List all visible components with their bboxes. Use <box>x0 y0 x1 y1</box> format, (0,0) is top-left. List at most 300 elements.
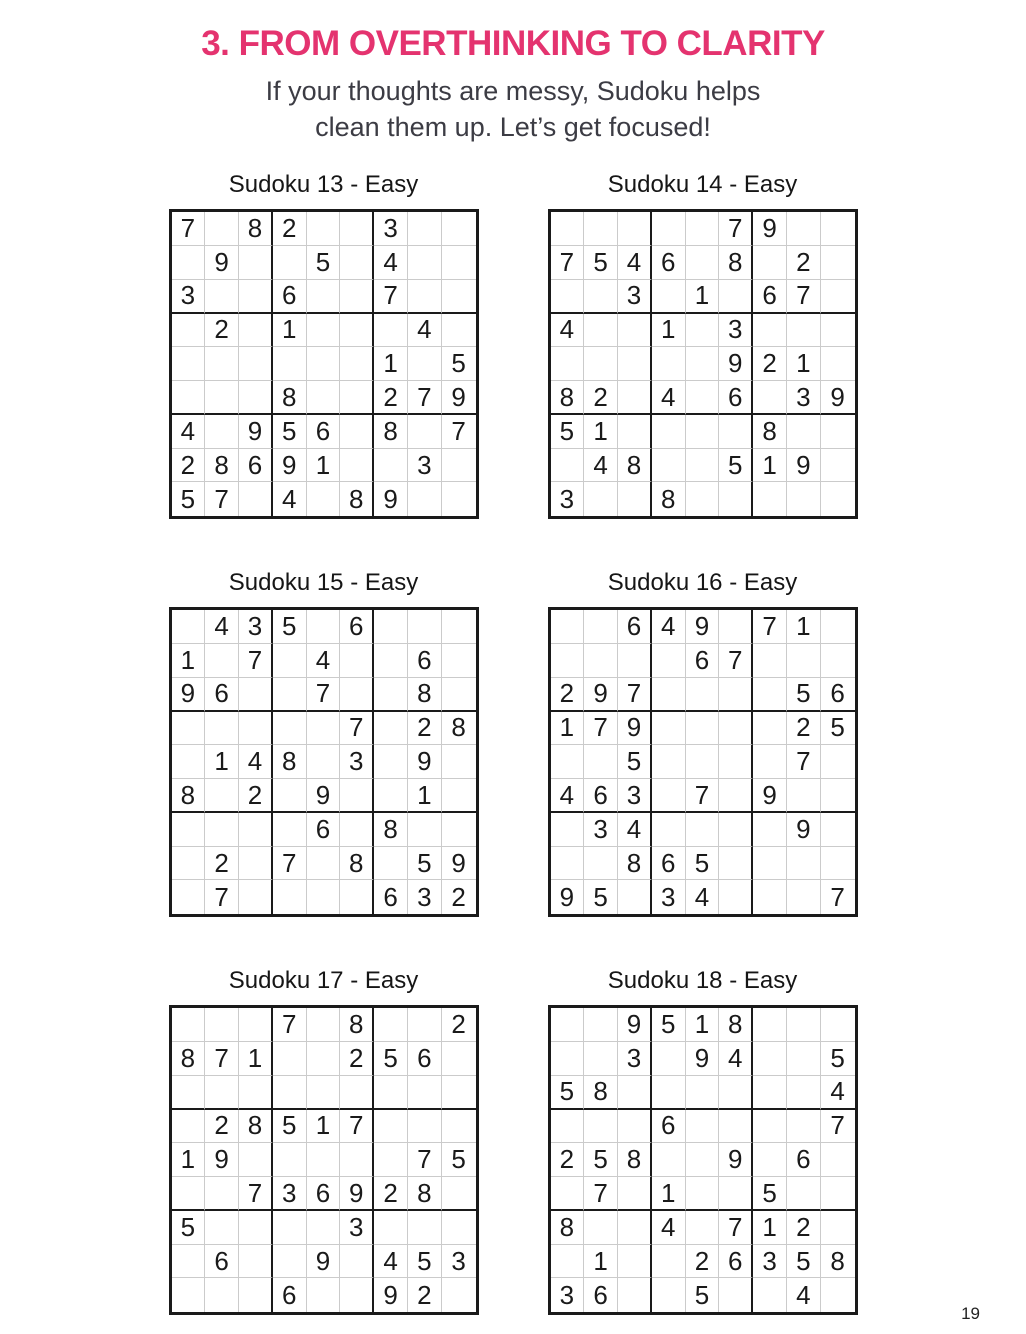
sudoku-cell: 2 <box>408 1278 442 1312</box>
sudoku-cell <box>652 745 686 779</box>
sudoku-cell <box>618 644 652 678</box>
sudoku-cell: 9 <box>618 1008 652 1042</box>
sudoku-cell: 8 <box>821 1245 855 1279</box>
sudoku-cell <box>273 246 307 280</box>
sudoku-cell <box>719 482 753 516</box>
sudoku-cell <box>618 314 652 348</box>
sudoku-cell <box>551 813 585 847</box>
sudoku-cell: 7 <box>340 712 374 746</box>
puzzle-title: Sudoku 14 - Easy <box>607 171 798 199</box>
sudoku-cell: 7 <box>307 678 341 712</box>
sudoku-cell: 1 <box>787 610 821 644</box>
sudoku-cell <box>652 280 686 314</box>
sudoku-cell: 3 <box>340 745 374 779</box>
sudoku-cell: 8 <box>408 1177 442 1211</box>
sudoku-cell <box>205 381 239 415</box>
sudoku-cell: 3 <box>442 1245 476 1279</box>
sudoku-cell: 5 <box>787 1245 821 1279</box>
sudoku-cell <box>686 1211 720 1245</box>
sudoku-cell <box>172 381 206 415</box>
sudoku-cell: 3 <box>719 314 753 348</box>
sudoku-cell: 7 <box>205 880 239 914</box>
sudoku-cell <box>821 246 855 280</box>
sudoku-cell <box>442 813 476 847</box>
subtitle-line-2: clean them up. Let’s get focused! <box>315 111 711 142</box>
sudoku-cell: 2 <box>408 712 442 746</box>
sudoku-cell <box>551 644 585 678</box>
sudoku-cell: 1 <box>753 449 787 483</box>
sudoku-cell: 1 <box>584 415 618 449</box>
sudoku-cell <box>584 314 618 348</box>
sudoku-cell <box>307 1211 341 1245</box>
sudoku-cell: 9 <box>442 847 476 881</box>
sudoku-cell <box>307 1143 341 1177</box>
sudoku-cell: 8 <box>340 847 374 881</box>
page-subtitle <box>0 74 1026 145</box>
sudoku-cell <box>374 1211 408 1245</box>
sudoku-cell: 7 <box>830 881 845 912</box>
sudoku-cell <box>618 1110 652 1144</box>
sudoku-cell: 7 <box>408 381 442 415</box>
sudoku-cell <box>239 314 273 348</box>
sudoku-cell <box>340 246 374 280</box>
sudoku-cell <box>719 678 753 712</box>
sudoku-cell: 7 <box>551 246 585 280</box>
sudoku-cell <box>172 610 206 644</box>
sudoku-cell <box>753 314 787 348</box>
sudoku-cell <box>719 880 753 914</box>
sudoku-cell: 1 <box>307 1110 341 1144</box>
sudoku-grid <box>548 1005 858 1315</box>
sudoku-cell <box>340 678 374 712</box>
sudoku-cell <box>551 1177 585 1211</box>
sudoku-cell: 1 <box>787 347 821 381</box>
sudoku-cell: 7 <box>719 212 753 246</box>
sudoku-cell: 4 <box>652 1211 686 1245</box>
sudoku-cell <box>408 813 442 847</box>
sudoku-cell <box>618 347 652 381</box>
sudoku-cell <box>307 212 341 246</box>
sudoku-cell <box>442 745 476 779</box>
sudoku-cell: 1 <box>172 1143 206 1177</box>
sudoku-cell: 4 <box>551 779 585 813</box>
sudoku-cell <box>686 449 720 483</box>
sudoku-cell: 7 <box>686 779 720 813</box>
sudoku-cell <box>442 1177 476 1211</box>
sudoku-cell <box>787 1042 821 1076</box>
sudoku-cell <box>719 813 753 847</box>
sudoku-cell <box>239 1076 273 1110</box>
sudoku-cell: 7 <box>787 280 821 314</box>
sudoku-cell <box>753 1042 787 1076</box>
sudoku-cell <box>307 1278 341 1312</box>
sudoku-cell <box>753 1143 787 1177</box>
sudoku-cell <box>753 745 787 779</box>
sudoku-cell: 2 <box>551 1143 585 1177</box>
sudoku-cell <box>307 381 341 415</box>
sudoku-cell <box>719 1278 753 1312</box>
sudoku-cell <box>686 314 720 348</box>
sudoku-cell: 8 <box>551 381 585 415</box>
sudoku-cell: 4 <box>307 644 341 678</box>
sudoku-cell: 8 <box>172 779 206 813</box>
sudoku-cell: 2 <box>787 1211 821 1245</box>
sudoku-cell: 8 <box>753 415 787 449</box>
sudoku-cell <box>408 1211 442 1245</box>
puzzle-title: Sudoku 16 - Easy <box>607 569 798 597</box>
sudoku-cell <box>584 1211 618 1245</box>
sudoku-cell: 5 <box>821 712 855 746</box>
sudoku-cell: 5 <box>686 847 720 881</box>
sudoku-cell <box>442 610 476 644</box>
sudoku-cell: 8 <box>273 381 307 415</box>
sudoku-cell: 6 <box>408 644 442 678</box>
sudoku-cell: 4 <box>408 314 442 348</box>
sudoku-cell <box>172 347 206 381</box>
sudoku-cell <box>821 415 855 449</box>
sudoku-cell: 7 <box>442 415 476 449</box>
sudoku-cell <box>686 1177 720 1211</box>
sudoku-cell: 2 <box>340 1042 374 1076</box>
sudoku-cell: 2 <box>442 1008 476 1042</box>
sudoku-cell: 9 <box>408 745 442 779</box>
sudoku-cell <box>442 1110 476 1144</box>
sudoku-cell: 9 <box>307 779 341 813</box>
sudoku-cell <box>340 779 374 813</box>
sudoku-cell: 6 <box>584 1278 618 1312</box>
sudoku-cell <box>686 712 720 746</box>
sudoku-cell <box>719 1076 753 1110</box>
sudoku-cell <box>374 1008 408 1042</box>
sudoku-cell: 8 <box>618 1143 652 1177</box>
sudoku-cell: 7 <box>719 1211 753 1245</box>
sudoku-cell <box>374 712 408 746</box>
sudoku-cell <box>442 1076 476 1110</box>
sudoku-cell <box>652 347 686 381</box>
sudoku-cell <box>787 1076 821 1110</box>
sudoku-cell: 5 <box>172 482 206 516</box>
sudoku-cell: 8 <box>442 712 476 746</box>
sudoku-cell <box>753 847 787 881</box>
sudoku-cell <box>239 847 273 881</box>
sudoku-cell: 7 <box>374 280 408 314</box>
sudoku-cell <box>172 847 206 881</box>
sudoku-cell: 8 <box>719 246 753 280</box>
sudoku-cell <box>442 280 476 314</box>
sudoku-cell <box>172 246 206 280</box>
sudoku-cell <box>584 644 618 678</box>
sudoku-cell <box>719 415 753 449</box>
sudoku-cell <box>408 280 442 314</box>
sudoku-cell <box>821 212 855 246</box>
sudoku-cell <box>753 1008 787 1042</box>
sudoku-cell <box>442 482 476 516</box>
sudoku-cell: 4 <box>551 314 585 348</box>
sudoku-cell: 9 <box>584 678 618 712</box>
sudoku-cell: 7 <box>172 212 206 246</box>
sudoku-cell: 6 <box>719 1245 753 1279</box>
sudoku-cell: 8 <box>618 449 652 483</box>
sudoku-cell: 7 <box>205 1042 239 1076</box>
sudoku-cell <box>172 314 206 348</box>
sudoku-cell: 9 <box>787 813 821 847</box>
sudoku-cell: 9 <box>686 1042 720 1076</box>
sudoku-cell: 3 <box>618 779 652 813</box>
sudoku-cell <box>442 779 476 813</box>
sudoku-cell <box>239 347 273 381</box>
sudoku-cell <box>652 1245 686 1279</box>
sudoku-cell: 6 <box>408 1042 442 1076</box>
sudoku-cell <box>442 644 476 678</box>
sudoku-cell <box>442 1042 476 1076</box>
sudoku-cell <box>686 1110 720 1144</box>
sudoku-cell: 4 <box>584 449 618 483</box>
sudoku-cell: 8 <box>205 449 239 483</box>
sudoku-cell <box>172 813 206 847</box>
sudoku-cell <box>652 678 686 712</box>
sudoku-cell: 6 <box>340 610 374 644</box>
sudoku-cell <box>686 813 720 847</box>
sudoku-cell <box>172 1278 206 1312</box>
sudoku-cell <box>753 678 787 712</box>
sudoku-cell: 1 <box>307 449 341 483</box>
sudoku-cell <box>408 482 442 516</box>
sudoku-cell: 5 <box>618 745 652 779</box>
sudoku-cell <box>821 1211 855 1245</box>
sudoku-cell: 5 <box>442 347 476 381</box>
sudoku-cell <box>273 1143 307 1177</box>
sudoku-cell: 9 <box>787 449 821 483</box>
sudoku-cell: 9 <box>719 1143 753 1177</box>
sudoku-cell <box>584 482 618 516</box>
sudoku-cell: 9 <box>753 779 787 813</box>
sudoku-cell <box>340 280 374 314</box>
sudoku-cell <box>618 415 652 449</box>
sudoku-cell <box>618 1278 652 1312</box>
sudoku-cell: 1 <box>205 745 239 779</box>
sudoku-cell <box>374 1143 408 1177</box>
sudoku-cell: 6 <box>307 813 341 847</box>
page-number: 19 <box>961 1304 980 1323</box>
sudoku-cell <box>205 415 239 449</box>
sudoku-cell <box>172 1076 206 1110</box>
subtitle-line-1: If your thoughts are messy, Sudoku helps <box>265 76 761 106</box>
sudoku-cell <box>205 1278 239 1312</box>
sudoku-cell: 7 <box>618 678 652 712</box>
sudoku-cell <box>584 847 618 881</box>
sudoku-cell: 5 <box>408 1245 442 1279</box>
sudoku-cell <box>340 314 374 348</box>
sudoku-cell <box>273 712 307 746</box>
sudoku-cell: 5 <box>442 1143 476 1177</box>
sudoku-cell: 3 <box>787 381 821 415</box>
sudoku-cell <box>340 212 374 246</box>
sudoku-cell: 8 <box>239 1110 273 1144</box>
sudoku-cell <box>374 1110 408 1144</box>
sudoku-cell <box>205 644 239 678</box>
sudoku-cell <box>307 847 341 881</box>
sudoku-cell: 7 <box>787 745 821 779</box>
sudoku-cell <box>205 1211 239 1245</box>
sudoku-cell <box>719 1110 753 1144</box>
sudoku-cell: 7 <box>340 1110 374 1144</box>
sudoku-cell: 7 <box>821 1110 855 1144</box>
sudoku-cell <box>374 1076 408 1110</box>
sudoku-cell <box>551 212 585 246</box>
sudoku-cell <box>307 314 341 348</box>
sudoku-cell: 4 <box>239 745 273 779</box>
sudoku-cell: 7 <box>273 1008 307 1042</box>
sudoku-cell: 1 <box>584 1245 618 1279</box>
sudoku-cell: 3 <box>551 482 585 516</box>
sudoku-cell: 7 <box>273 847 307 881</box>
sudoku-cell <box>374 610 408 644</box>
sudoku-cell <box>273 779 307 813</box>
sudoku-cell: 6 <box>652 1110 686 1144</box>
sudoku-cell <box>374 745 408 779</box>
sudoku-cell <box>719 847 753 881</box>
sudoku-cell: 5 <box>652 1008 686 1042</box>
sudoku-cell: 8 <box>618 847 652 881</box>
sudoku-cell <box>205 779 239 813</box>
sudoku-cell: 8 <box>408 678 442 712</box>
sudoku-cell <box>821 347 855 381</box>
sudoku-cell <box>273 880 307 914</box>
sudoku-cell: 2 <box>374 1177 408 1211</box>
sudoku-cell <box>307 1008 341 1042</box>
sudoku-cell <box>686 381 720 415</box>
sudoku-cell: 8 <box>172 1042 206 1076</box>
sudoku-cell: 6 <box>273 280 307 314</box>
sudoku-cell <box>787 415 821 449</box>
sudoku-cell <box>340 880 374 914</box>
sudoku-cell: 3 <box>340 1211 374 1245</box>
sudoku-cell <box>273 1042 307 1076</box>
puzzle-title: Sudoku 18 - Easy <box>607 967 798 995</box>
sudoku-cell: 6 <box>787 1143 821 1177</box>
sudoku-cell <box>652 779 686 813</box>
sudoku-cell <box>340 381 374 415</box>
sudoku-cell <box>374 449 408 483</box>
sudoku-cell: 6 <box>239 449 273 483</box>
sudoku-cell: 6 <box>652 246 686 280</box>
sudoku-cell <box>307 280 341 314</box>
sudoku-cell: 1 <box>172 644 206 678</box>
sudoku-cell <box>172 1177 206 1211</box>
sudoku-cell <box>551 1245 585 1279</box>
sudoku-cell <box>374 779 408 813</box>
sudoku-cell <box>340 347 374 381</box>
sudoku-cell <box>584 745 618 779</box>
sudoku-cell: 3 <box>374 212 408 246</box>
sudoku-cell: 3 <box>172 280 206 314</box>
sudoku-cell: 3 <box>239 610 273 644</box>
sudoku-cell: 3 <box>584 813 618 847</box>
sudoku-cell <box>652 1042 686 1076</box>
sudoku-cell: 9 <box>205 1143 239 1177</box>
sudoku-cell <box>408 212 442 246</box>
sudoku-cell <box>584 280 618 314</box>
sudoku-cell <box>172 1245 206 1279</box>
sudoku-cell <box>821 482 855 516</box>
sudoku-cell: 6 <box>205 1245 239 1279</box>
sudoku-cell <box>787 847 821 881</box>
sudoku-cell: 2 <box>787 246 821 280</box>
sudoku-cell: 6 <box>273 1278 307 1312</box>
sudoku-cell <box>821 610 855 644</box>
sudoku-cell: 7 <box>584 1177 618 1211</box>
sudoku-cell <box>821 280 855 314</box>
sudoku-cell: 8 <box>551 1211 585 1245</box>
sudoku-cell <box>652 1076 686 1110</box>
sudoku-cell <box>584 347 618 381</box>
sudoku-cell <box>239 1143 273 1177</box>
sudoku-cell <box>239 678 273 712</box>
sudoku-cell: 9 <box>618 712 652 746</box>
sudoku-cell: 6 <box>584 779 618 813</box>
sudoku-cell <box>821 847 855 881</box>
sudoku-cell: 1 <box>652 314 686 348</box>
sudoku-cell: 6 <box>205 678 239 712</box>
sudoku-cell <box>618 1245 652 1279</box>
sudoku-cell: 5 <box>551 415 585 449</box>
sudoku-cell: 8 <box>719 1008 753 1042</box>
sudoku-cell <box>239 813 273 847</box>
sudoku-cell <box>442 678 476 712</box>
puzzle-block <box>169 171 479 519</box>
sudoku-cell <box>821 449 855 483</box>
sudoku-cell <box>618 482 652 516</box>
sudoku-cell <box>719 1177 753 1211</box>
sudoku-cell <box>205 280 239 314</box>
sudoku-cell <box>273 813 307 847</box>
sudoku-cell <box>239 482 273 516</box>
sudoku-cell <box>273 1211 307 1245</box>
sudoku-grid <box>548 607 858 917</box>
sudoku-cell <box>787 880 821 914</box>
sudoku-cell <box>618 880 652 914</box>
sudoku-cell: 4 <box>652 610 686 644</box>
sudoku-cell: 9 <box>374 482 408 516</box>
sudoku-cell <box>753 1076 787 1110</box>
sudoku-cell <box>239 880 273 914</box>
sudoku-cell <box>408 415 442 449</box>
sudoku-cell <box>652 1278 686 1312</box>
sudoku-cell: 2 <box>374 381 408 415</box>
sudoku-cell: 1 <box>408 779 442 813</box>
sudoku-cell <box>618 1177 652 1211</box>
sudoku-grid <box>169 209 479 519</box>
sudoku-cell <box>442 1278 476 1312</box>
sudoku-cell: 2 <box>172 449 206 483</box>
sudoku-cell <box>273 347 307 381</box>
sudoku-cell <box>584 1008 618 1042</box>
sudoku-cell <box>374 847 408 881</box>
sudoku-cell <box>652 644 686 678</box>
page-title: 3. FROM OVERTHINKING TO CLARITY <box>201 24 825 63</box>
sudoku-cell: 2 <box>753 347 787 381</box>
sudoku-cell: 4 <box>652 381 686 415</box>
sudoku-cell <box>652 212 686 246</box>
sudoku-cell <box>205 212 239 246</box>
sudoku-cell <box>551 1042 585 1076</box>
sudoku-cell <box>753 1278 787 1312</box>
sudoku-cell: 5 <box>686 1278 720 1312</box>
sudoku-cell <box>205 712 239 746</box>
sudoku-grid <box>169 1005 479 1315</box>
sudoku-cell <box>205 1076 239 1110</box>
sudoku-cell <box>307 880 341 914</box>
